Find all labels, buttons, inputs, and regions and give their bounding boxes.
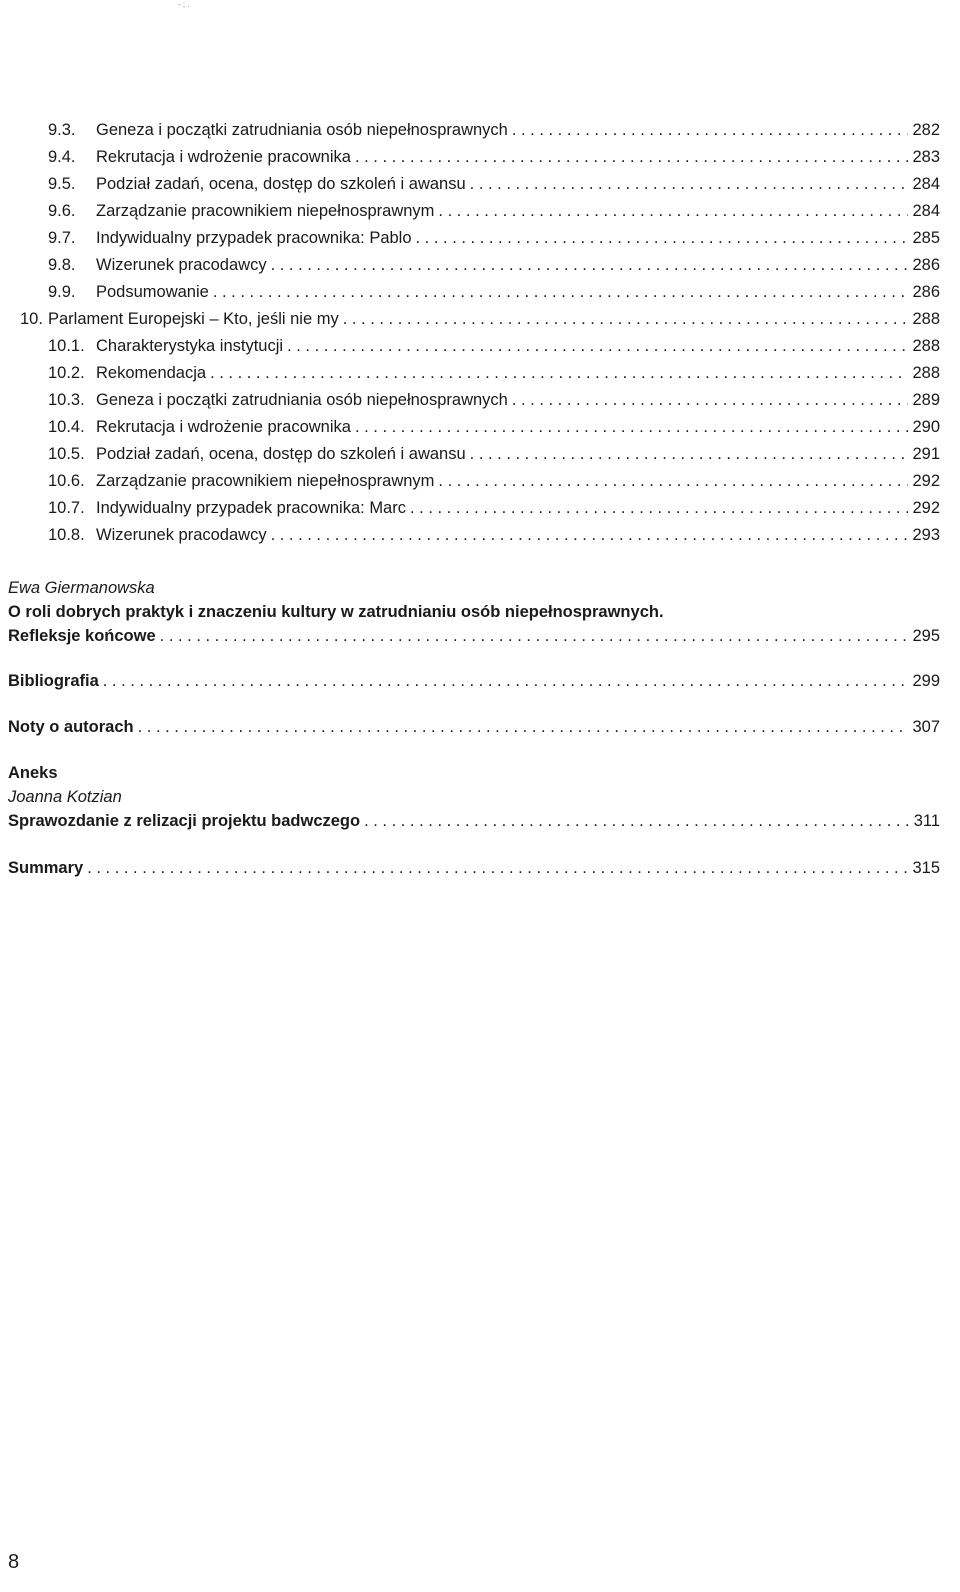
toc-entry-number: 10.7. <box>48 499 85 517</box>
toc-entry-number: 9.8. <box>48 256 76 274</box>
dot-leader <box>438 471 908 491</box>
essay-author: Ewa Giermanowska <box>8 579 155 597</box>
toc-entry-number: 10. <box>20 310 43 328</box>
toc-entry-notes[interactable] <box>8 717 940 737</box>
toc-entry-number: 10.8. <box>48 526 85 544</box>
dot-leader <box>213 282 909 302</box>
toc-entry-number: 10.1. <box>48 337 85 355</box>
toc-entry-title: Rekrutacja i wdrożenie pracownika <box>96 418 351 436</box>
toc-entry-9-7[interactable] <box>48 228 940 248</box>
toc-entry-annex[interactable] <box>8 811 940 831</box>
toc-entry-page: 311 <box>913 812 940 830</box>
toc-entry-page: 292 <box>912 499 940 517</box>
toc-entry-page: 295 <box>912 627 940 645</box>
toc-entry-chapter-10[interactable] <box>20 309 940 329</box>
dot-leader <box>87 858 908 878</box>
toc-entry-title: Rekomendacja <box>96 364 207 382</box>
toc-entry-number: 9.7. <box>48 229 76 247</box>
toc-entry-page: 315 <box>912 859 940 877</box>
toc-entry-page: 289 <box>912 391 940 409</box>
toc-entry-10-2[interactable] <box>48 363 940 383</box>
toc-entry-page: 284 <box>912 175 940 193</box>
toc-entry-number: 10.6. <box>48 472 85 490</box>
toc-entry-number: 9.5. <box>48 175 76 193</box>
dot-leader <box>416 228 909 248</box>
toc-entry-title: Wizerunek pracodawcy <box>96 526 267 544</box>
toc-entry-9-6[interactable] <box>48 201 940 221</box>
dot-leader <box>287 336 908 356</box>
toc-entry-essay[interactable] <box>8 626 940 646</box>
toc-entry-10-7[interactable] <box>48 498 940 518</box>
toc-entry-number: 10.5. <box>48 445 85 463</box>
toc-entry-page: 284 <box>912 202 940 220</box>
toc-entry-9-8[interactable] <box>48 255 940 275</box>
toc-entry-9-4[interactable] <box>48 147 940 167</box>
dot-leader <box>138 717 909 737</box>
toc-entry-title: Refleksje końcowe <box>8 627 156 645</box>
dot-leader <box>103 671 909 691</box>
toc-entry-page: 286 <box>912 283 940 301</box>
toc-entry-title: Parlament Europejski – Kto, jeśli nie my <box>48 310 339 328</box>
toc-entry-title: Zarządzanie pracownikiem niepełnosprawnym <box>96 202 435 220</box>
toc-entry-title: Indywidualny przypadek pracownika: Marc <box>96 499 406 517</box>
toc-entry-title: Podsumowanie <box>96 283 209 301</box>
toc-entry-title: Noty o autorach <box>8 718 134 736</box>
toc-entry-page: 288 <box>912 364 940 382</box>
toc-entry-title: Indywidualny przypadek pracownika: Pablo <box>96 229 412 247</box>
toc-entry-page: 291 <box>912 445 940 463</box>
toc-entry-10-5[interactable] <box>48 444 940 464</box>
dot-leader <box>355 147 909 167</box>
toc-entry-title: Zarządzanie pracownikiem niepełnosprawnym <box>96 472 435 490</box>
toc-entry-page: 288 <box>912 310 940 328</box>
toc-entry-number: 9.6. <box>48 202 76 220</box>
dot-leader <box>470 444 909 464</box>
dot-leader <box>438 201 908 221</box>
dot-leader <box>512 120 909 140</box>
scan-mark: - ; . <box>178 0 190 9</box>
toc-entry-page: 285 <box>912 229 940 247</box>
dot-leader <box>160 626 909 646</box>
toc-entry-title: Geneza i początki zatrudniania osób niepełnosprawnych <box>96 121 508 139</box>
toc-entry-title: Wizerunek pracodawcy <box>96 256 267 274</box>
toc-entry-page: 290 <box>912 418 940 436</box>
annex-author: Joanna Kotzian <box>8 788 122 806</box>
toc-entry-title: Summary <box>8 859 84 877</box>
dot-leader <box>364 811 910 831</box>
toc-entry-number: 10.4. <box>48 418 85 436</box>
dot-leader <box>355 417 909 437</box>
toc-entry-bibliography[interactable] <box>8 671 940 691</box>
toc-entry-10-4[interactable] <box>48 417 940 437</box>
toc-entry-10-6[interactable] <box>48 471 940 491</box>
toc-entry-page: 299 <box>912 672 940 690</box>
toc-entry-title: Rekrutacja i wdrożenie pracownika <box>96 148 351 166</box>
toc-entry-title: Podział zadań, ocena, dostęp do szkoleń i awansu <box>96 445 466 463</box>
toc-entry-10-3[interactable] <box>48 390 940 410</box>
toc-entry-title: Podział zadań, ocena, dostęp do szkoleń i awansu <box>96 175 466 193</box>
toc-entry-10-1[interactable] <box>48 336 940 356</box>
toc-entry-title: Charakterystyka instytucji <box>96 337 284 355</box>
toc-entry-page: 307 <box>912 718 940 736</box>
toc-entry-number: 10.2. <box>48 364 85 382</box>
toc-entry-9-3[interactable] <box>48 120 940 140</box>
toc-entry-number: 9.3. <box>48 121 76 139</box>
toc-entry-page: 282 <box>912 121 940 139</box>
dot-leader <box>271 525 909 545</box>
dot-leader <box>210 363 908 383</box>
toc-entry-page: 292 <box>912 472 940 490</box>
toc-entry-9-5[interactable] <box>48 174 940 194</box>
essay-title: O roli dobrych praktyk i znaczeniu kultury w zatrudnianiu osób niepełnosprawnych. <box>8 603 664 621</box>
toc-entry-title: Sprawozdanie z relizacji projektu badwczego <box>8 812 361 830</box>
dot-leader <box>271 255 909 275</box>
toc-entry-page: 293 <box>912 526 940 544</box>
toc-entry-summary[interactable] <box>8 858 940 878</box>
annex-heading: Aneks <box>8 764 58 782</box>
toc-entry-10-8[interactable] <box>48 525 940 545</box>
toc-entry-number: 10.3. <box>48 391 85 409</box>
toc-entry-page: 283 <box>912 148 940 166</box>
dot-leader <box>410 498 908 518</box>
dot-leader <box>470 174 909 194</box>
dot-leader <box>343 309 909 329</box>
toc-entry-page: 288 <box>912 337 940 355</box>
toc-entry-title: Bibliografia <box>8 672 99 690</box>
toc-entry-9-9[interactable] <box>48 282 940 302</box>
toc-entry-number: 9.4. <box>48 148 76 166</box>
toc-entry-number: 9.9. <box>48 283 76 301</box>
toc-entry-page: 286 <box>912 256 940 274</box>
page-number: 8 <box>8 1551 20 1573</box>
toc-entry-title: Geneza i początki zatrudniania osób niepełnosprawnych <box>96 391 508 409</box>
dot-leader <box>512 390 909 410</box>
